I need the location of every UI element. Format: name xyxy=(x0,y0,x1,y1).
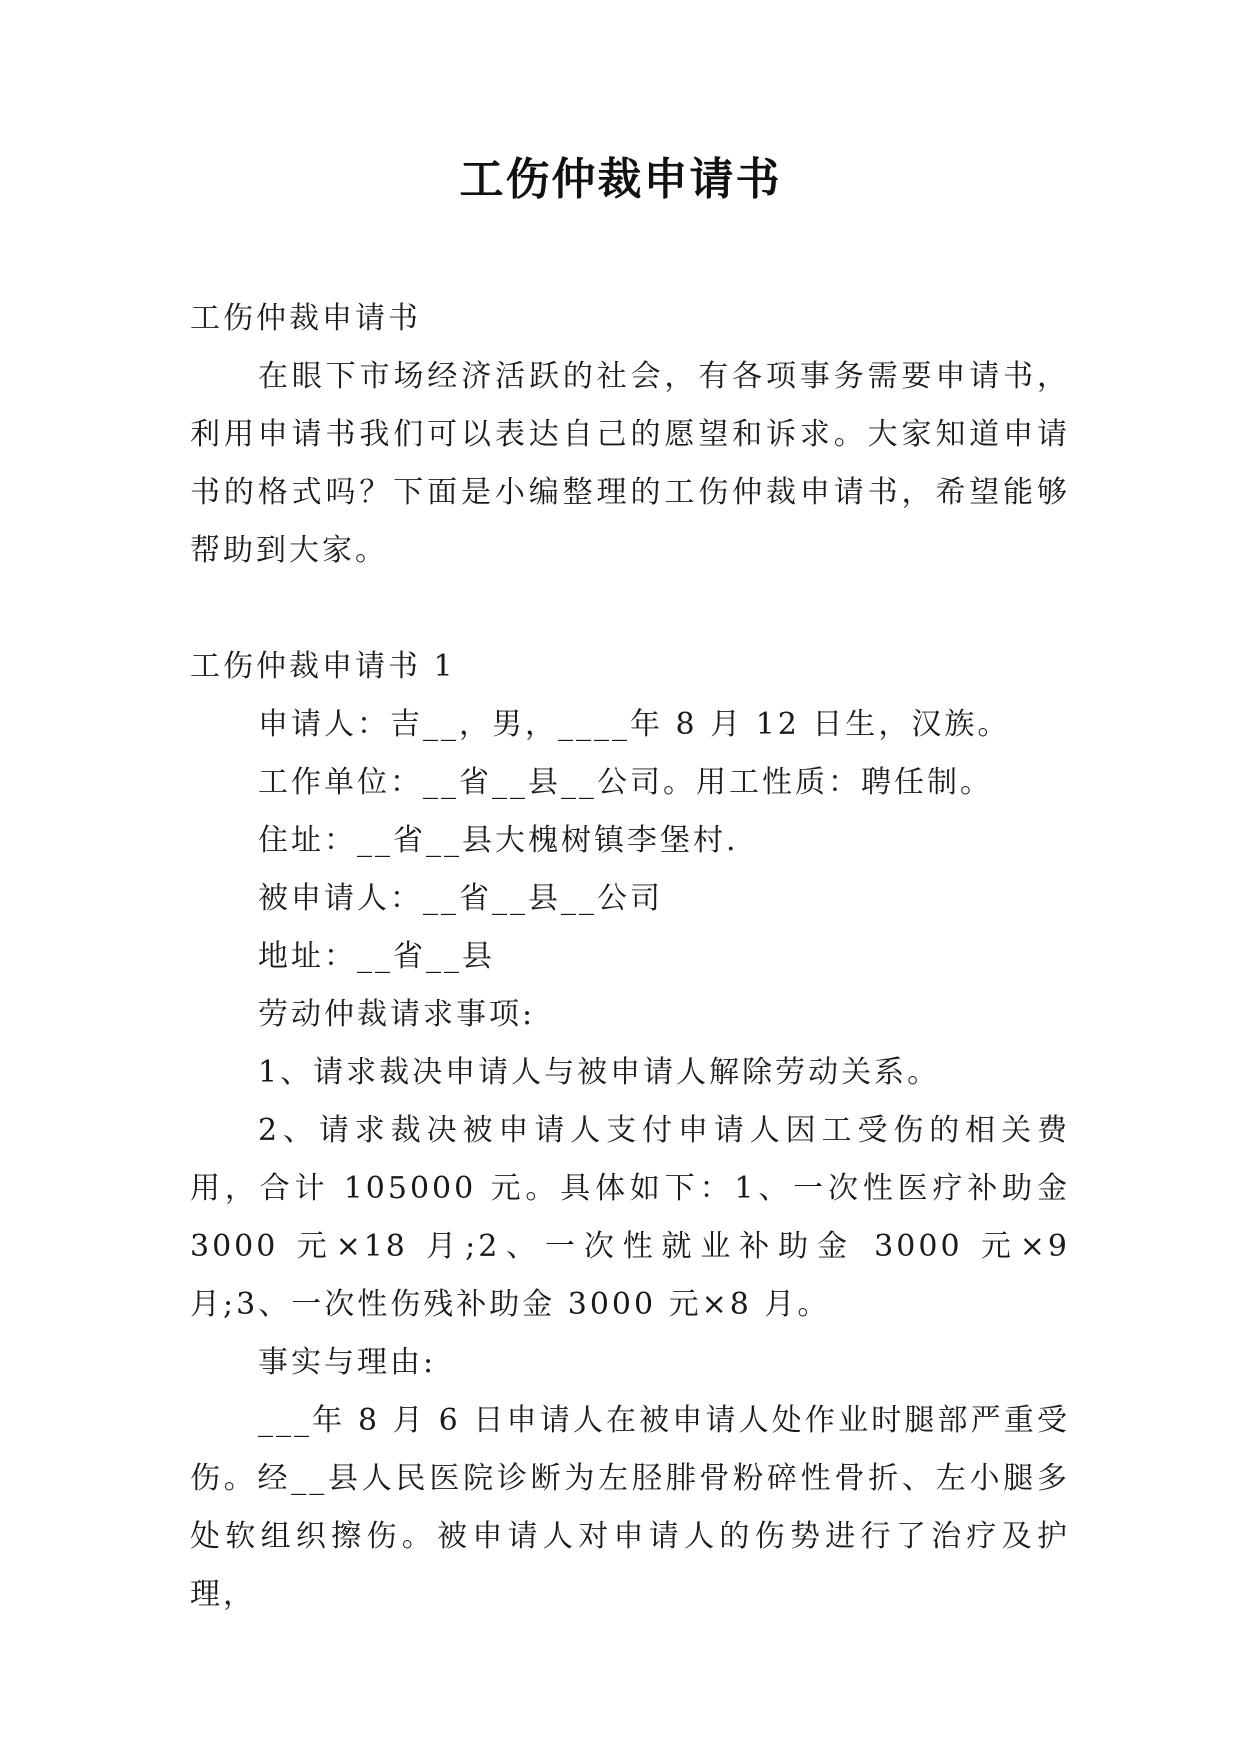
section-heading: 工伤仲裁申请书 1 xyxy=(190,649,456,684)
claim-item-1: 1、请求裁决申请人与被申请人解除劳动关系。 xyxy=(258,1055,941,1090)
respondent-line: 被申请人：__省__县__公司 xyxy=(258,881,663,916)
document-heading: 工伤仲裁申请书 xyxy=(190,301,421,336)
claim-item-2: 2、请求裁决被申请人支付申请人因工受伤的相关费用，合计 105000 元。具体如下：1、一次性医疗补助金 3000 元×18 月;2、一次性就业补助金 3000 元×9 月;3、一次性伤残补助金 3000 元×8 月。 xyxy=(190,1113,1070,1322)
intro-paragraph: 在眼下市场经济活跃的社会，有各项事务需要申请书，利用申请书我们可以表达自己的愿望和诉求。大家知道申请书的格式吗？下面是小编整理的工伤仲裁申请书，希望能够帮助到大家。 xyxy=(190,359,1070,568)
document-body xyxy=(190,290,1070,1624)
claims-heading: 劳动仲裁请求事项: xyxy=(258,997,536,1032)
document-title: 工伤仲裁申请书 xyxy=(459,154,782,205)
facts-heading: 事实与理由: xyxy=(258,1345,437,1380)
facts-paragraph: ___年 8 月 6 日申请人在被申请人处作业时腿部严重受伤。经__县人民医院诊断为左胫腓骨粉碎性骨折、左小腿多处软组织擦伤。被申请人对申请人的伤势进行了治疗及护理， xyxy=(190,1403,1070,1612)
applicant-line: 申请人：吉__，男，____年 8 月 12 日生，汉族。 xyxy=(258,707,1011,742)
paragraph-gap xyxy=(190,580,1070,638)
address-line: 住址：__省__县大槐树镇李堡村. xyxy=(258,823,739,858)
work-unit-line: 工作单位：__省__县__公司。用工性质：聘任制。 xyxy=(258,765,993,800)
respondent-address-line: 地址：__省__县 xyxy=(258,939,495,974)
